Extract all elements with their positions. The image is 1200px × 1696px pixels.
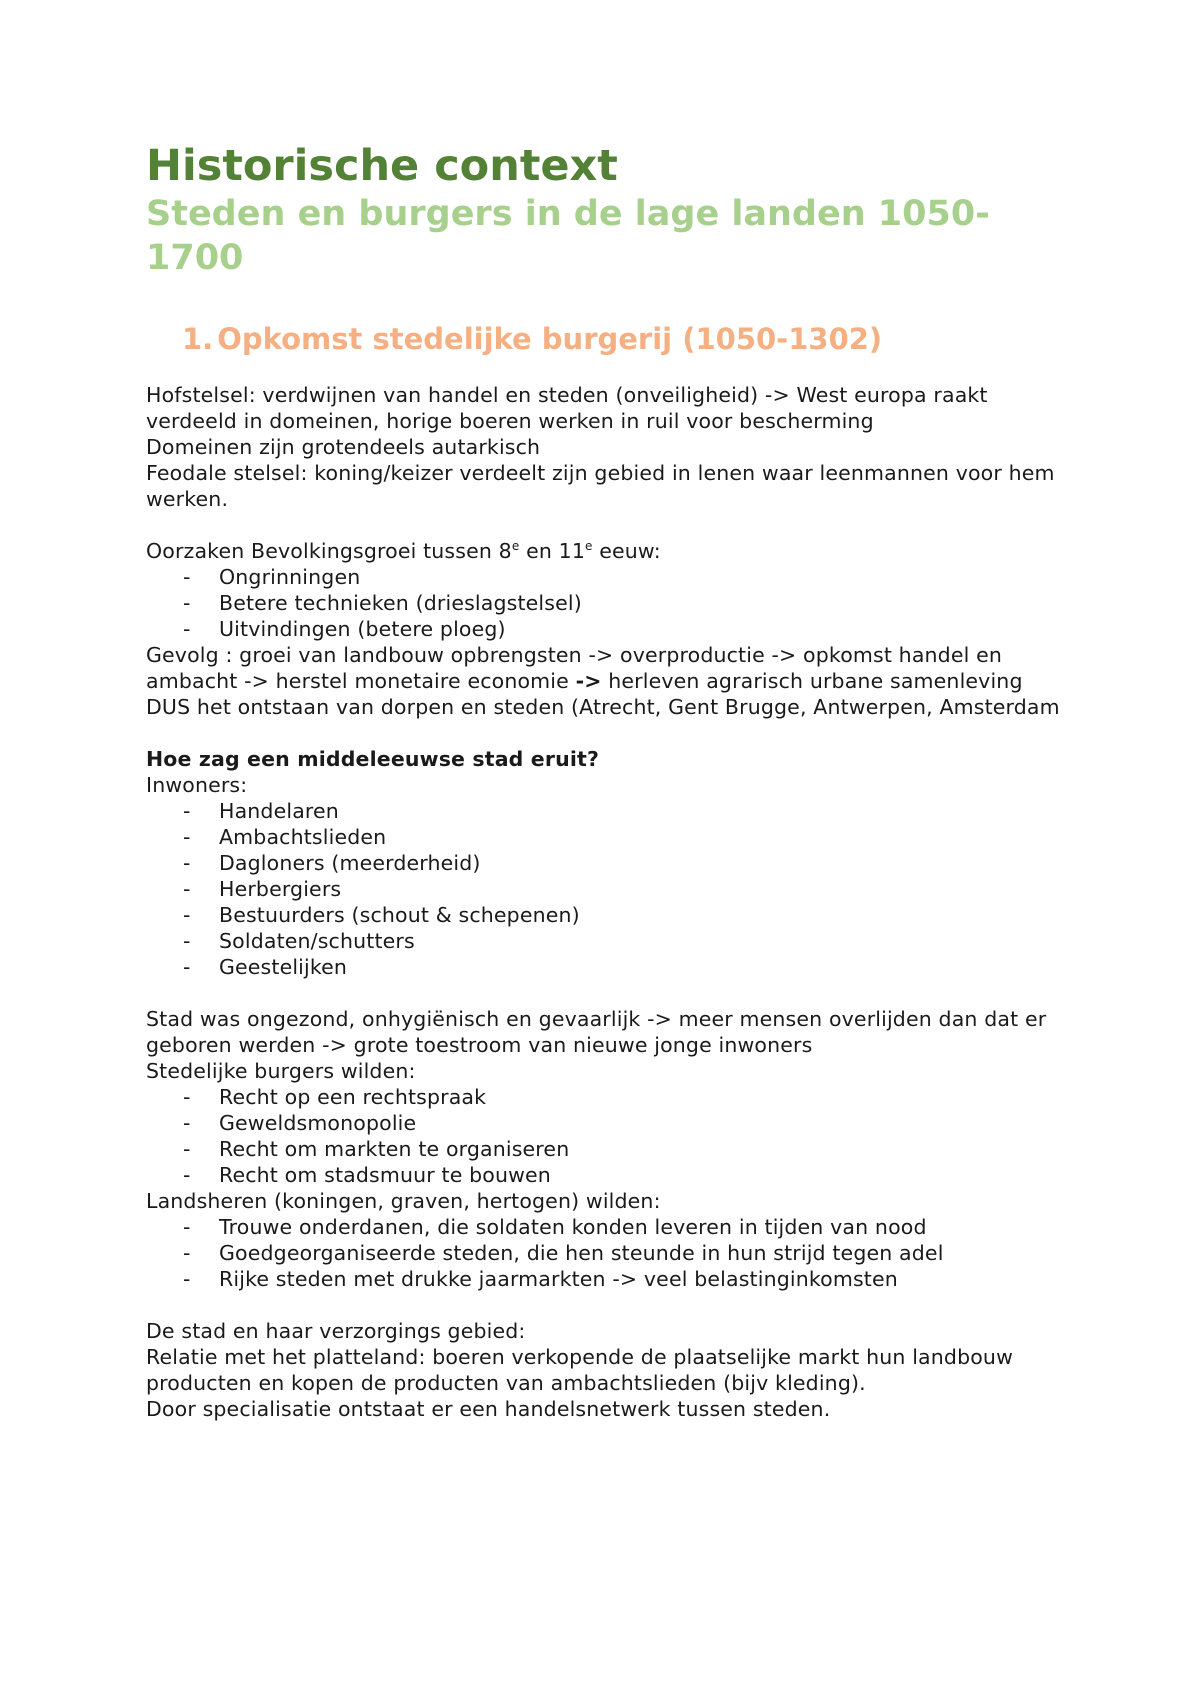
paragraph-causes-intro: Oorzaken Bevolkingsgroei tussen 8e en 11e eeuw:: [146, 539, 661, 563]
list-item: - Goedgeorganiseerde steden, die hen steunde in hun strijd tegen adel: [183, 1241, 944, 1265]
causes-list: [146, 564, 1066, 642]
section-number: 1.: [182, 322, 214, 356]
list-item: - Dagloners (meerderheid): [183, 851, 481, 875]
list-item: - Soldaten/schutters: [183, 929, 415, 953]
label-burgers: Stedelijke burgers wilden:: [146, 1059, 416, 1083]
section-heading: [182, 320, 1066, 358]
label-landsheren: Landsheren (koningen, graven, hertogen) wilden:: [146, 1189, 661, 1213]
paragraph-relation: Relatie met het platteland: boeren verkopende de plaatselijke markt hun landbouw producten en kopen de producten van ambachtslieden (bijv kleding).: [146, 1345, 1013, 1395]
paragraph-domeinen: Domeinen zijn grotendeels autarkisch: [146, 435, 541, 459]
list-item: - Recht om markten te organiseren: [183, 1137, 570, 1161]
document-title: Historische context: [146, 141, 618, 191]
list-item: - Geweldsmonopolie: [183, 1111, 417, 1135]
list-item: - Betere technieken (drieslagstelsel): [183, 591, 582, 615]
list-item: - Ambachtslieden: [183, 825, 387, 849]
list-item: - Recht om stadsmuur te bouwen: [183, 1163, 551, 1187]
landsheren-list: [146, 1214, 1066, 1292]
label-care-area: De stad en haar verzorgings gebied:: [146, 1319, 526, 1343]
list-item: - Geestelijken: [183, 955, 348, 979]
document-page: [146, 140, 1066, 1422]
paragraph-hofstelsel: Hofstelsel: verdwijnen van handel en steden (onveiligheid) -> West europa raakt verdeeld in domeinen, horige boeren werken in ruil voor bescherming: [146, 383, 988, 433]
label-inhabitants: Inwoners:: [146, 773, 248, 797]
subheading-city: Hoe zag een middeleeuwse stad eruit?: [146, 747, 600, 771]
document-subtitle: Steden en burgers in de lage landen 1050-1700: [146, 194, 990, 278]
paragraph-unhealthy: Stad was ongezond, onhygiënisch en gevaarlijk -> meer mensen overlijden dan dat er geboren werden -> grote toestroom van nieuwe jonge inwoners: [146, 1007, 1047, 1057]
paragraph-specialisation: Door specialisatie ontstaat er een handelsnetwerk tussen steden.: [146, 1397, 831, 1421]
section-title: Opkomst stedelijke burgerij (1050-1302): [217, 322, 883, 356]
list-item: - Herbergiers: [183, 877, 342, 901]
burgers-list: [146, 1084, 1066, 1188]
inhabitants-list: [146, 798, 1066, 980]
document-body: [146, 382, 1066, 1422]
list-item: - Trouwe onderdanen, die soldaten konden leveren in tijden van nood: [183, 1215, 927, 1239]
list-item: - Recht op een rechtspraak: [183, 1085, 487, 1109]
list-item: - Rijke steden met drukke jaarmarkten -> veel belastinginkomsten: [183, 1267, 898, 1291]
list-item: - Bestuurders (schout & schepenen): [183, 903, 580, 927]
paragraph-gevolg: Gevolg : groei van landbouw opbrengsten -> overproductie -> opkomst handel en ambacht -> herstel monetaire economie -> herleven agrarisch urbane samenleving DUS het ontstaan van dorpen en steden (Atrecht, Gent Brugge, Antwerpen, Amsterdam: [146, 643, 1060, 719]
list-item: - Handelaren: [183, 799, 339, 823]
list-item: - Ongrinningen: [183, 565, 361, 589]
paragraph-feodale-stelsel: Feodale stelsel: koning/keizer verdeelt zijn gebied in lenen waar leenmannen voor hem werken.: [146, 461, 1055, 511]
list-item: - Uitvindingen (betere ploeg): [183, 617, 506, 641]
